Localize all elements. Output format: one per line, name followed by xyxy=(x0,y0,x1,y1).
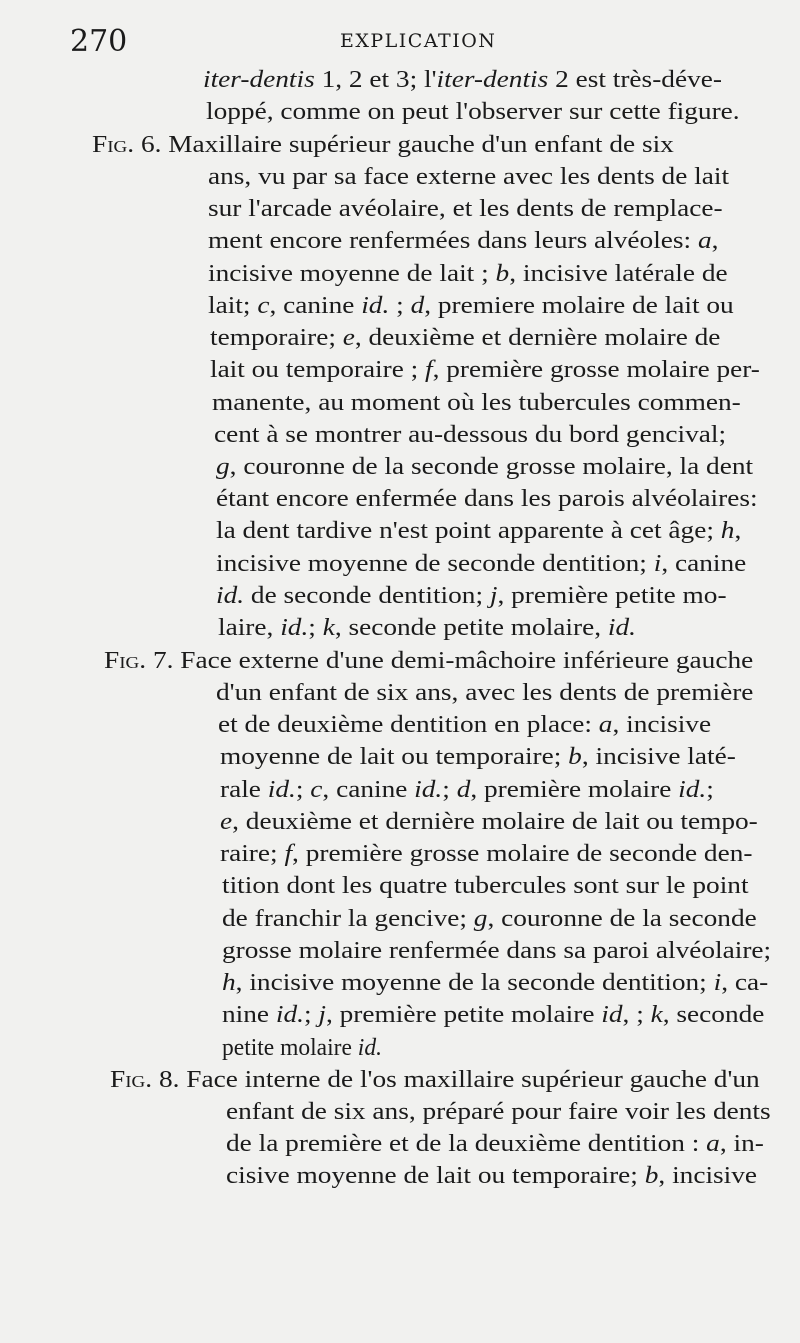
italic-text: c xyxy=(310,776,323,803)
text-segment: ; xyxy=(303,1001,319,1028)
text-segment: , incisive moyenne de la seconde dentition; xyxy=(235,969,714,996)
text-segment: ; xyxy=(308,614,323,641)
page-header xyxy=(70,22,770,62)
italic-text: b xyxy=(568,743,582,770)
text-line xyxy=(216,483,758,515)
italic-text: id. xyxy=(357,1034,382,1061)
text-segment: , canine xyxy=(322,776,415,803)
text-segment: petite molaire xyxy=(222,1034,358,1061)
italic-text: h xyxy=(222,969,236,996)
figure-label: Fig. xyxy=(92,131,135,158)
text-segment: , canine xyxy=(661,550,747,577)
text-segment: , première grosse molaire de seconde den- xyxy=(292,840,753,867)
text-segment: , incisive xyxy=(612,711,712,738)
text-line xyxy=(222,903,757,935)
italic-text: a xyxy=(598,711,613,738)
figure-label: Fig. xyxy=(110,1066,153,1093)
running-title: EXPLICATION xyxy=(340,30,497,52)
italic-text: id. xyxy=(267,776,296,803)
text-segment: la dent tardive n'est point apparente à cet âge; xyxy=(216,517,721,544)
italic-text: a xyxy=(706,1130,720,1157)
text-line xyxy=(208,193,723,225)
italic-text: iter-dentis xyxy=(203,66,315,93)
text-segment: rale xyxy=(220,776,268,803)
text-line xyxy=(220,741,736,773)
text-line xyxy=(104,645,753,677)
italic-text: g xyxy=(473,905,488,932)
text-segment: lait; xyxy=(208,292,258,319)
italic-text: id. xyxy=(216,582,245,609)
text-segment: de franchir la gencive; xyxy=(222,905,474,932)
text-line xyxy=(220,806,758,838)
text-line xyxy=(222,967,768,999)
text-line xyxy=(220,774,714,806)
text-segment: incisive moyenne de seconde dentition; xyxy=(216,550,654,577)
text-segment: raire; xyxy=(220,840,285,867)
text-segment: , première molaire xyxy=(470,776,679,803)
text-segment: 2 est très-déve- xyxy=(548,66,722,93)
text-segment: ; xyxy=(442,776,457,803)
italic-text: id. xyxy=(678,776,707,803)
text-line xyxy=(226,1096,771,1128)
page-number: 270 xyxy=(70,24,128,59)
text-segment: et de deuxième dentition en place: xyxy=(218,711,599,738)
italic-text: f xyxy=(425,356,433,383)
text-segment: ; xyxy=(706,776,714,803)
italic-text: k xyxy=(650,1001,663,1028)
text-segment: ans, vu par sa face externe avec les dents de lait xyxy=(208,163,730,190)
text-segment: loppé, comme on peut l'observer sur cette figure. xyxy=(206,98,740,125)
text-segment: , ca- xyxy=(721,969,769,996)
text-line xyxy=(210,322,720,354)
text-segment: tition dont les quatre tubercules sont sur le point xyxy=(222,872,749,899)
text-segment: , xyxy=(734,517,742,544)
italic-text: h xyxy=(720,517,735,544)
text-segment: , ; xyxy=(622,1001,651,1028)
text-line xyxy=(226,1128,764,1160)
text-segment: , premiere molaire de lait ou xyxy=(424,292,734,319)
text-segment: , première petite molaire xyxy=(325,1001,602,1028)
text-line xyxy=(216,580,727,612)
text-segment: moyenne de lait ou temporaire; xyxy=(220,743,569,770)
italic-text: e xyxy=(342,324,355,351)
text-segment: étant encore enfermée dans les parois alvéolaires: xyxy=(216,485,758,512)
text-line xyxy=(218,612,636,644)
text-line xyxy=(222,999,764,1031)
text-segment: temporaire; xyxy=(210,324,343,351)
text-line xyxy=(110,1064,760,1096)
text-segment: grosse molaire renfermée dans sa paroi alvéolaire; xyxy=(222,937,772,964)
italic-text: i xyxy=(713,969,722,996)
text-segment: lait ou temporaire ; xyxy=(210,356,426,383)
text-segment: , seconde xyxy=(662,1001,765,1028)
text-segment: , xyxy=(711,227,719,254)
text-line xyxy=(216,451,753,483)
italic-text: id xyxy=(601,1001,623,1028)
text-segment: , incisive xyxy=(658,1162,758,1189)
italic-text: id. xyxy=(361,292,390,319)
italic-text: f xyxy=(284,840,293,867)
italic-text: d xyxy=(456,776,471,803)
text-segment: , canine xyxy=(269,292,362,319)
text-segment: , incisive laté- xyxy=(581,743,736,770)
text-segment: ; xyxy=(389,292,411,319)
text-line xyxy=(208,290,734,322)
text-segment: nine xyxy=(222,1001,276,1028)
text-line xyxy=(208,225,718,257)
text-line xyxy=(226,1160,757,1192)
text-segment: de la première et de la deuxième dentition : xyxy=(226,1130,707,1157)
italic-text: b xyxy=(644,1162,659,1189)
text-segment: enfant de six ans, préparé pour faire voir les dents xyxy=(226,1098,771,1125)
text-segment: , première grosse molaire per- xyxy=(432,356,760,383)
text-line xyxy=(222,935,771,967)
text-segment: , première petite mo- xyxy=(497,582,727,609)
text-segment: ; xyxy=(295,776,311,803)
italic-text: a xyxy=(697,227,712,254)
text-line xyxy=(222,1032,382,1064)
text-segment: ment encore renfermées dans leurs alvéoles: xyxy=(208,227,698,254)
italic-text: id. xyxy=(414,776,443,803)
text-segment: d'un enfant de six ans, avec les dents de première xyxy=(216,679,754,706)
italic-text: k xyxy=(322,614,335,641)
text-segment: cisive moyenne de lait ou temporaire; xyxy=(226,1162,645,1189)
italic-text: g xyxy=(216,453,230,480)
text-line xyxy=(208,258,728,290)
figure-label: Fig. xyxy=(104,647,147,674)
text-line xyxy=(216,515,741,547)
text-segment: , deuxième et dernière molaire de xyxy=(354,324,721,351)
italic-text: iter-dentis xyxy=(436,66,549,93)
text-segment: , seconde petite molaire, xyxy=(334,614,608,641)
text-segment: , couronne de la seconde xyxy=(487,905,757,932)
italic-text: i xyxy=(653,550,662,577)
text-segment: 6. Maxillaire supérieur gauche d'un enfant de six xyxy=(134,131,674,158)
italic-text: id. xyxy=(607,614,636,641)
text-line xyxy=(210,354,760,386)
text-segment: sur l'arcade avéolaire, et les dents de remplace- xyxy=(208,195,723,222)
text-line xyxy=(216,548,746,580)
text-segment: 7. Face externe d'une demi-mâchoire inférieure gauche xyxy=(146,647,754,674)
text-segment: , deuxième et dernière molaire de lait ou tempo- xyxy=(232,808,758,835)
text-segment: cent à se montrer au-dessous du bord gencival; xyxy=(214,421,727,448)
text-segment: de seconde dentition; xyxy=(244,582,490,609)
text-segment: laire, xyxy=(218,614,281,641)
text-line xyxy=(212,387,741,419)
italic-text: id. xyxy=(280,614,309,641)
italic-text: id. xyxy=(275,1001,304,1028)
text-line xyxy=(216,677,753,709)
text-line xyxy=(203,64,722,96)
text-line xyxy=(220,838,752,870)
text-segment: , in- xyxy=(719,1130,764,1157)
text-segment: , couronne de la seconde grosse molaire, la dent xyxy=(229,453,754,480)
text-line xyxy=(214,419,726,451)
text-line xyxy=(218,709,711,741)
text-line xyxy=(222,870,749,902)
text-segment: incisive moyenne de lait ; xyxy=(208,260,496,287)
text-line xyxy=(92,129,674,161)
text-line xyxy=(206,96,740,128)
text-segment: 1, 2 et 3; l' xyxy=(314,66,437,93)
italic-text: j xyxy=(318,1001,326,1028)
italic-text: c xyxy=(257,292,270,319)
text-segment: 8. Face interne de l'os maxillaire supérieur gauche d'un xyxy=(152,1066,760,1093)
italic-text: d xyxy=(410,292,425,319)
italic-text: j xyxy=(489,582,498,609)
text-segment: , incisive latérale de xyxy=(509,260,728,287)
text-segment: manente, au moment où les tubercules commen- xyxy=(212,389,741,416)
italic-text: b xyxy=(495,260,510,287)
text-line xyxy=(208,161,729,193)
italic-text: e xyxy=(220,808,233,835)
